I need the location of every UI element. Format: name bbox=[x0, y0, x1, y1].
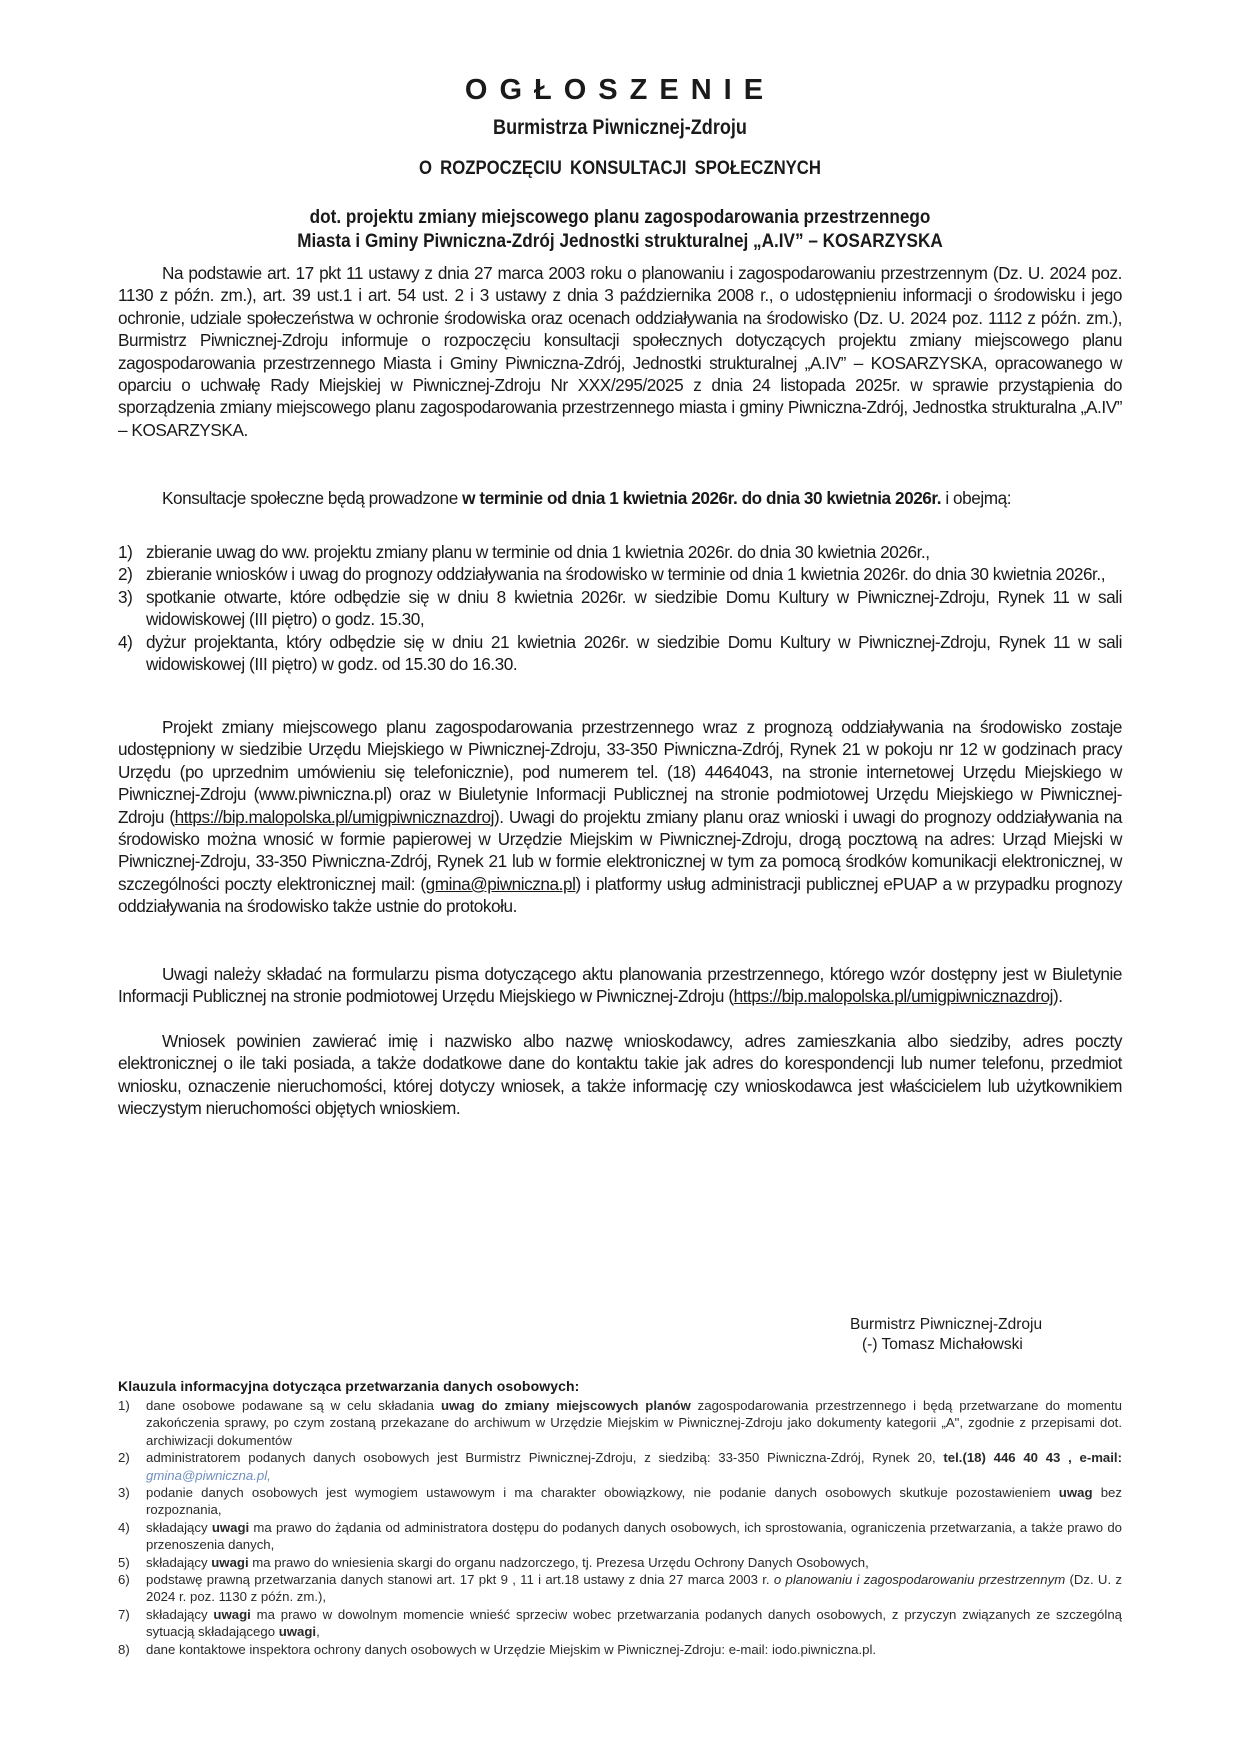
subject-line-2: Miasta i Gminy Piwniczna-Zdrój Jednostki strukturalnej „A.IV” – KOSARZYSKA bbox=[297, 230, 943, 252]
clause-item: 8) dane kontaktowe inspektora ochrony danych osobowych w Urzędzie Miejskim w Piwnicznej-Zdroju: e-mail: iodo.piwniczna.pl. bbox=[118, 1641, 877, 1657]
list-item: 1) zbieranie uwag do ww. projektu zmiany planu w terminie od dnia 1 kwietnia 2026r. do dnia 30 kwietnia 2026r., bbox=[118, 542, 930, 562]
list-item: 3) spotkanie otwarte, które odbędzie się w dniu 8 kwietnia 2026r. w siedzibie Domu Kultury w Piwnicznej-Zdroju, Rynek 11 w sali widowiskowej (III piętro) o godz. 15.30, bbox=[118, 586, 1122, 630]
bip-link[interactable]: https://bip.malopolska.pl/umigpiwnicznazdroj bbox=[174, 806, 494, 827]
clause-item: 4) składający uwagi ma prawo do żądania od administratora dostępu do podanych danych osobowych, ich sprostowania, ograniczenia przetwarzania, a także prawo do przenoszenia danych, bbox=[118, 1519, 1122, 1553]
clause-item: 7) składający uwagi ma prawo w dowolnym momencie wnieść sprzeciw wobec przetwarzania podanych danych osobowych, z przyczyn związanych ze szczególną sytuacją składającego uwagi, bbox=[118, 1606, 1122, 1640]
signature-block bbox=[850, 1315, 1042, 1355]
consultation-items-list bbox=[118, 541, 1122, 675]
period-intro: Konsultacje społeczne będą prowadzone bbox=[162, 488, 463, 508]
bip-form-link[interactable]: https://bip.malopolska.pl/umigpiwnicznazdroj bbox=[733, 986, 1053, 1007]
document-subject bbox=[74, 205, 1165, 253]
clause-title: Klauzula informacyjna dotycząca przetwarzania danych osobowych: bbox=[118, 1378, 580, 1394]
paragraph-legal-basis bbox=[118, 262, 1122, 441]
paragraph-consultation-period bbox=[118, 487, 1122, 509]
list-item: 4) dyżur projektanta, który odbędzie się w dniu 21 kwietnia 2026r. w siedzibie Domu Kultury w Piwnicznej-Zdroju, Rynek 11 w sali widowiskowej (III piętro) w godz. od 15.30 do 16.30. bbox=[118, 631, 1122, 675]
clause-item: 6) podstawę prawną przetwarzania danych stanowi art. 17 pkt 9 , 11 i art.18 ustawy z dnia 27 marca 2003 r. o planowaniu i zagospodarowaniu przestrzennym (Dz. U. z 2024 r. poz. 1130 z późn. zm.), bbox=[118, 1572, 1122, 1605]
clause-list bbox=[118, 1397, 1122, 1658]
clause-item: 2) administratorem podanych danych osobowych jest Burmistrz Piwnicznej-Zdroju, z siedzibą: 33-350 Piwniczna-Zdrój, Rynek 20, tel.(18) 446 40 43 , e-mail: gmina@piwniczna.pl, bbox=[118, 1450, 1122, 1483]
paragraph-application-contents: Wniosek powinien zawierać imię i nazwisko albo nazwę wnioskodawcy, adres zamieszkania albo siedziby, adres poczty elektronicznej o ile taki posiada, a także dodatkowe dane do kontaktu takie jak adres do korespondencji lub numer telefonu, przedmiot wniosku, oznaczenie nieruchomości, której dotyczy wniosek, a także informację czy wnioskodawca jest właścicielem lub użytkownikiem wieczystym nieruchomości objętych wnioskiem. bbox=[118, 1031, 1122, 1119]
clause-item: 3) podanie danych osobowych jest wymogiem ustawowym i ma charakter obowiązkowy, nie podanie danych osobowych skutkuje pozostawieniem uwag bez rozpoznania, bbox=[118, 1485, 1122, 1518]
clause-email-link[interactable]: gmina@piwniczna.pl, bbox=[146, 1467, 271, 1483]
email-link[interactable]: gmina@piwniczna.pl bbox=[425, 873, 576, 894]
paragraph-form: Uwagi należy składać na formularzu pisma dotyczącego aktu planowania przestrzennego, którego wzór dostępny jest w Biuletynie Informacji Publicznej na stronie podmiotowej Urzędu Miejskiego w Piwnicznej-Zdroju (https://bip.malopolska.pl/umigpiwnicznazdroj). bbox=[118, 964, 1122, 1007]
signature-role: Burmistrz Piwnicznej-Zdroju bbox=[850, 1316, 1043, 1333]
clause-item: 1) dane osobowe podawane są w celu składania uwag do zmiany miejscowych planów zagospodarowania przestrzennego i będą przetwarzane do momentu zakończenia sprawy, po czym zostaną przekazane do archiwum w Urzędzie Miejskim w Piwnicznej-Zdroju jako dokumenty kategorii „A", zgodnie z przepisami dot. archiwizacji dokumentów bbox=[118, 1398, 1122, 1448]
list-item: 2) zbieranie wniosków i uwag do prognozy oddziaływania na środowisko w terminie od dnia 1 kwietnia 2026r. do dnia 30 kwietnia 2026r., bbox=[118, 564, 1106, 585]
period-dates: w terminie od dnia 1 kwietnia 2026r. do dnia 30 kwietnia 2026r. bbox=[462, 488, 942, 508]
document-subtitle: Burmistrza Piwnicznej-Zdroju bbox=[493, 116, 747, 139]
paragraph-legal-basis-text: Na podstawie art. 17 pkt 11 ustawy z dnia 27 marca 2003 roku o planowaniu i zagospodarowaniu przestrzennym (Dz. U. 2024 poz. 1130 z późn. zm.), art. 39 ust.1 i art. 54 ust. 2 i 3 ustawy z dnia 3 października 2008 r., o udostępnieniu informacji o środowisku i jego ochronie, udziale społeczeństwa w ochronie środowiska oraz ocenach oddziaływania na środowisko (Dz. U. 2024 poz. 1112 z późn. zm.), Burmistrz Piwnicznej-Zdroju informuje o rozpoczęciu konsultacji społecznych dotyczących projektu zmiany miejscowego planu zagospodarowania przestrzennego Miasta i Gminy Piwniczna-Zdrój, Jednostki strukturalnej „A.IV” – KOSARZYSKA, opracowanego w oparciu o uchwałę Rady Miejskiej w Piwnicznej-Zdroju Nr XXX/295/2025 z dnia 24 listopada 2025r. w sprawie przystąpienia do sporządzenia zmiany miejscowego planu zagospodarowania przestrzennego miasta i gminy Piwniczna-Zdrój, Jednostka strukturalna „A.IV” – KOSARZYSKA. bbox=[118, 263, 1122, 440]
paragraph-availability: Projekt zmiany miejscowego planu zagospodarowania przestrzennego wraz z prognozą oddziaływania na środowisko zostaje udostępniony w siedzibie Urzędu Miejskiego w Piwnicznej-Zdroju, 33-350 Piwniczna-Zdrój, Rynek 21 w pokoju nr 12 w godzinach pracy Urzędu (po uprzednim umówieniu się telefonicznie), pod numerem tel. (18) 4464043, na stronie internetowej Urzędu Miejskiego w Piwnicznej-Zdroju (www.piwniczna.pl) oraz w Biuletynie Informacji Publicznej na stronie podmiotowej Urzędu Miejskiego w Piwnicznej-Zdroju (https://bip.malopolska.pl/umigpiwnicznazdroj). Uwagi do projektu zmiany planu oraz wnioski i uwagi do prognozy oddziaływania na środowisko można wnosić w formie papierowej w Urzędzie Miejskim w Piwnicznej-Zdroju, drogą pocztową na adres: Urząd Miejski w Piwnicznej-Zdroju, 33-350 Piwniczna-Zdrój, Rynek 21 lub w formie elektronicznej w tym za pomocą środków komunikacji elektronicznej, w szczególności poczty elektronicznej mail: (gmina@piwniczna.pl) i platformy usług administracji publicznej ePUAP a w przypadku prognozy oddziaływania na środowisko także ustnie do protokołu. bbox=[118, 717, 1122, 917]
document-title: OGŁOSZENIE bbox=[464, 74, 776, 106]
period-outro: i obejmą: bbox=[941, 488, 1012, 508]
subject-line-1: dot. projektu zmiany miejscowego planu zagospodarowania przestrzennego bbox=[309, 206, 931, 228]
document-heading: O ROZPOCZĘCIU KONSULTACJI SPOŁECZNYCH bbox=[419, 158, 821, 179]
signature-name: (-) Tomasz Michałowski bbox=[862, 1336, 1023, 1353]
clause-item: 5) składający uwagi ma prawo do wniesienia skargi do organu nadzorczego, tj. Prezesa Urzędu Ochrony Danych Osobowych, bbox=[118, 1554, 869, 1570]
